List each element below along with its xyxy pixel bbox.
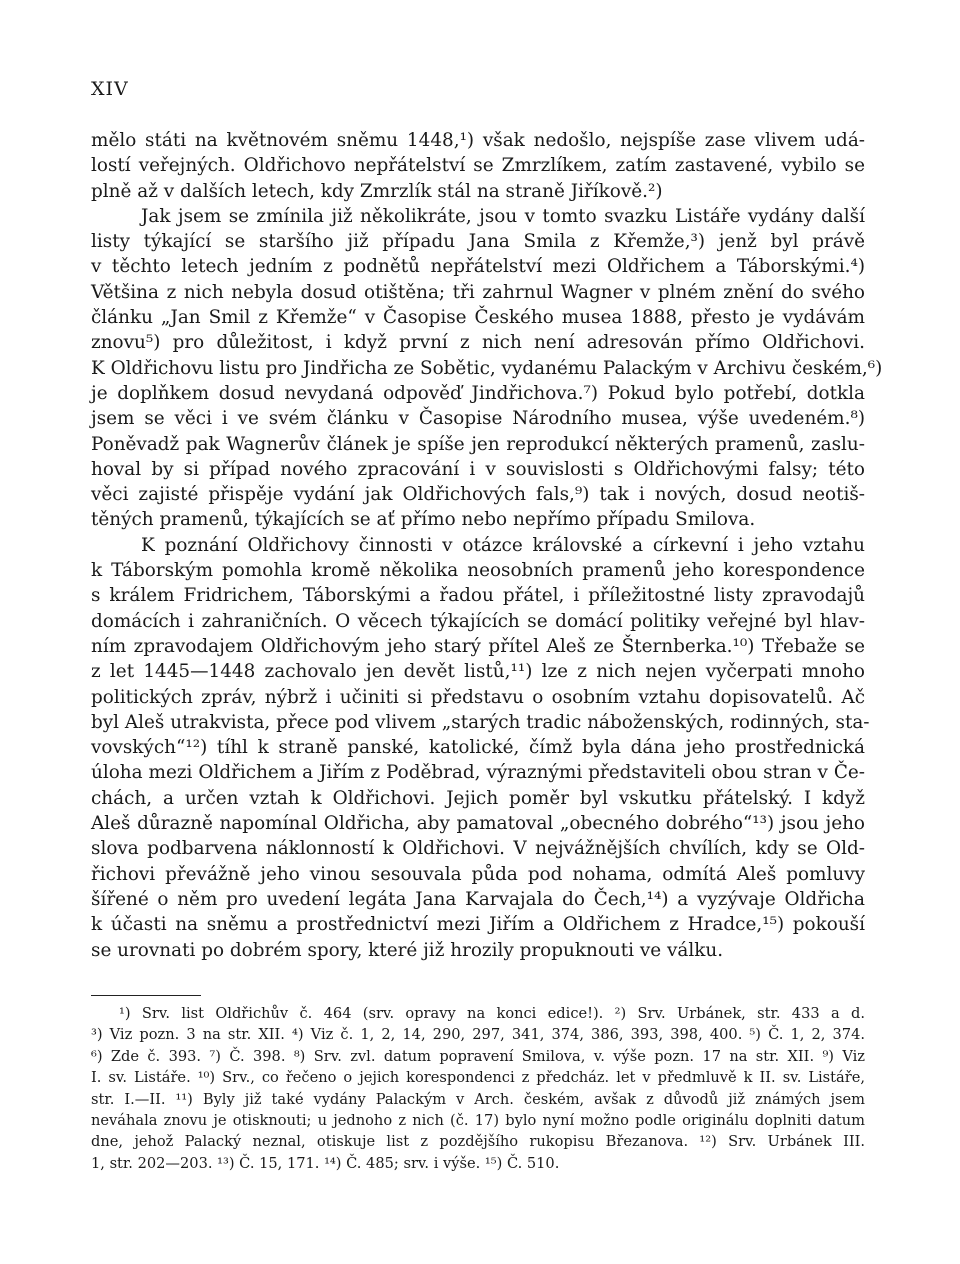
body-line: mělo státi na květnovém sněmu 1448,¹) však nedošlo, nejspíše zase vlivem udá- <box>91 130 865 151</box>
body-line: chách, a určen vztah k Oldřichovi. Jejich poměr byl vskutku přátelský. I když <box>91 787 865 809</box>
body-line: Většina z nich nebyla dosud otištěna; tři zahrnul Wagner v plném znění do svého <box>91 281 865 303</box>
footnote-divider <box>91 995 201 996</box>
body-line: věci zajisté přispěje vydání jak Oldřichových fals,⁹) tak i nových, dosud neotiš- <box>91 484 865 506</box>
footnote-line: ⁶) Zde č. 393. ⁷) Č. 398. ⁸) Srv. zvl. datum popravení Smilova, v. výše pozn. 17 na str. XII. ⁹) Viz <box>91 1047 865 1065</box>
body-line: politických zpráv, nýbrž i učiniti si představu o osobním vztahu dopisovatelů. Ač <box>91 686 865 708</box>
body-line: vovských“¹²) tíhl k straně panské, katolické, čímž byla dána jeho prostřednická <box>91 737 865 759</box>
body-line: Aleš důrazně napomínal Oldřicha, aby pamatoval „obecného dobrého“¹³) jsou jeho <box>91 813 865 835</box>
body-line: hoval by si případ nového zpracování i v souvislosti s Oldřichovými falsy; této <box>91 458 865 480</box>
body-text <box>91 128 883 963</box>
body-line: znovu⁵) pro důležitost, i když první z nich není adresován přímo Oldřichovi. <box>91 332 865 354</box>
footnote-line: ¹) Srv. list Oldřichův č. 464 (srv. opravy na konci edice!). ²) Srv. Urbánek, str. 433 a d. <box>119 1005 865 1022</box>
body-line: k Táborským pomohla kromě několika neosobních pramenů jeho korespondence <box>91 560 865 582</box>
body-line: řichovi převážně jeho vinou sesouvala půda pod nohama, odmítá Aleš pomluvy <box>91 863 865 885</box>
body-line: domácích i zahraničních. O věcech týkajících se domácí politiky veřejné byl hlav- <box>91 610 865 632</box>
body-line: byl Aleš utrakvista, přece pod vlivem „starých tradic náboženských, rodinných, sta- <box>91 711 870 733</box>
body-line: plně až v dalších letech, kdy Zmrzlík stál na straně Jiříkově.²) <box>91 180 663 202</box>
footnote-line: 1, str. 202—203. ¹³) Č. 15, 171. ¹⁴) Č. 485; srv. i výše. ¹⁵) Č. 510. <box>91 1154 560 1172</box>
body-line: šířené o něm pro uvedení legáta Jana Karvajala do Čech,¹⁴) a vyzývaje Oldřicha <box>91 888 865 910</box>
body-line: článku „Jan Smil z Křemže“ v Časopise Českého musea 1888, přesto je vydávám <box>91 307 865 329</box>
body-line: se urovnati po dobrém spory, které již hrozily propuknouti ve válku. <box>91 939 724 961</box>
body-line: slova podbarvena náklonností k Oldřichovi. V nejvážnějších chvílích, kdy se Old- <box>91 838 865 860</box>
body-line: K Oldřichovu listu pro Jindřicha ze Sobětic, vydanému Palackým v Archivu českém,⁶) <box>91 357 883 379</box>
body-line: je doplňkem dosud nevydaná odpověď Jindřichova.⁷) Pokud bylo potřebí, dotkla <box>91 382 865 404</box>
footnote-line: dne, jehož Palacký neznal, otiskuje list z pozdějšího rukopisu Březanova. ¹²) Srv. Urbánek III. <box>91 1133 865 1151</box>
body-line: Poněvadž pak Wagnerův článek je spíše jen reprodukcí některých pramenů, zaslu- <box>91 433 865 455</box>
footnote-line: ³) Viz pozn. 3 na str. XII. ⁴) Viz č. 1, 2, 14, 290, 297, 341, 374, 386, 393, 398, 400. ⁵) Č. 1, 2, 374. <box>91 1026 865 1044</box>
page-number: XIV <box>91 78 129 100</box>
body-line: ním zpravodajem Oldřichovým jeho starý přítel Aleš ze Šternberka.¹⁰) Třebaže se <box>91 635 865 657</box>
body-line: lostí veřejných. Oldřichovo nepřátelství se Zmrzlíkem, zatím zastavené, vybilo se <box>91 155 865 177</box>
body-line: úloha mezi Oldřichem a Jiřím z Poděbrad, výraznými představiteli obou stran v Če- <box>91 762 865 784</box>
body-line: z let 1445—1448 zachovalo jen devět listů,¹¹) lze z nich nejen vyčerpati mnoho <box>91 661 865 683</box>
body-line: těných pramenů, týkajících se ať přímo nebo nepřímo případu Smilova. <box>91 509 756 531</box>
body-line: K poznání Oldřichovy činnosti v otázce královské a církevní i jeho vztahu <box>141 534 865 556</box>
body-line: k účasti na sněmu a prostřednictví mezi Jiřím a Oldřichem z Hradce,¹⁵) pokouší <box>91 914 865 936</box>
footnotes <box>91 1003 865 1174</box>
footnote-line: str. I.—II. ¹¹) Byly již také vydány Palackým v Arch. českém, avšak z důvodů již známých jsem <box>91 1090 865 1108</box>
body-line: s králem Fridrichem, Táborskými a řadou přátel, i příležitostné listy zpravodajů <box>91 585 865 607</box>
body-line: v těchto letech jedním z podnětů nepřátelství mezi Oldřichem a Táborskými.⁴) <box>91 256 865 278</box>
body-line: Jak jsem se zmínila již několikráte, jsou v tomto svazku Listáře vydány další <box>141 205 865 227</box>
footnote-line: neváhala znovu je otisknouti; u jednoho z nich (č. 17) bylo nyní možno podle originálu doplniti datum <box>91 1111 865 1129</box>
footnote-line: I. sv. Listáře. ¹⁰) Srv., co řečeno o jejich korespondenci z předcház. let v předmluvě k II. sv. Listáře, <box>91 1069 865 1087</box>
body-line: listy týkající se staršího již případu Jana Smila z Křemže,³) jenž byl právě <box>91 231 865 253</box>
body-line: jsem se věci i ve svém článku v Časopise Národního musea, výše uvedeném.⁸) <box>91 408 865 430</box>
